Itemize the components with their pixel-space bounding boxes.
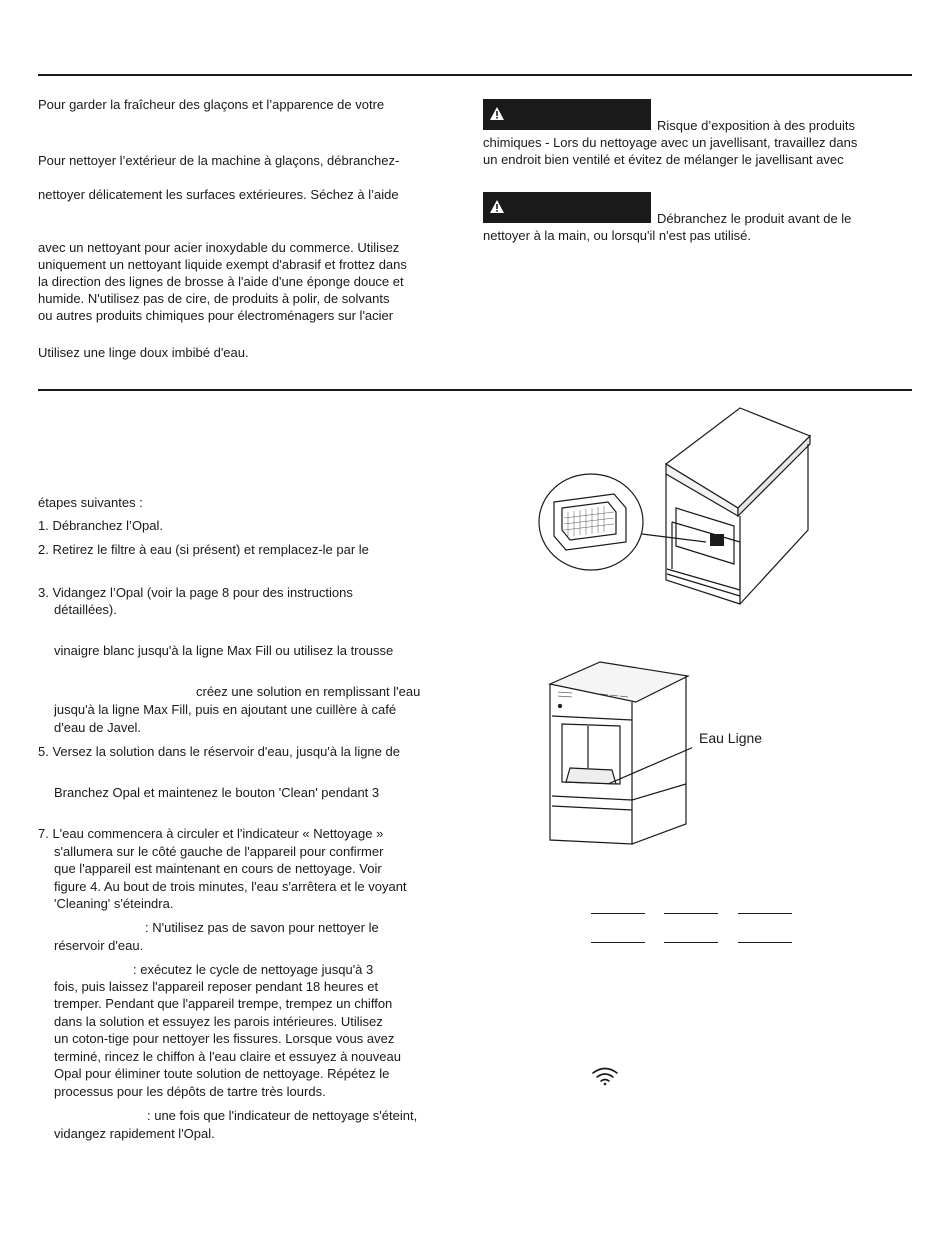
step-text-line: vinaigre blanc jusqu'à la ligne Max Fill ou utilisez la trousse — [54, 643, 394, 658]
exterior-text-line: nettoyer délicatement les surfaces extérieures. Séchez à l’aide — [38, 187, 399, 202]
step-text-line: 3. Vidangez l’Opal (voir la page 8 pour des instructions — [38, 585, 353, 600]
step-text-line: vidangez rapidement l'Opal. — [54, 1126, 215, 1141]
exterior-text-line: la direction des lignes de brosse à l'aide d'une éponge douce et — [38, 274, 404, 289]
top-rule — [38, 74, 912, 76]
exterior-text-line: Utilisez une linge doux imbibé d'eau. — [38, 345, 249, 360]
step-text-line: : exécutez le cycle de nettoyage jusqu'à 3 — [133, 962, 374, 977]
warning-text-line: nettoyer à la main, ou lorsqu'il n'est pas utilisé. — [483, 228, 751, 243]
filter-replacement-figure — [534, 404, 824, 608]
step-text-line: : N'utilisez pas de savon pour nettoyer le — [145, 920, 379, 935]
exterior-text-line: uniquement un nettoyant liquide exempt d'abrasif et frottez dans — [38, 257, 407, 272]
blank-line — [664, 942, 718, 943]
step-text-line: dans la solution et essuyez les parois intérieures. Utilisez — [54, 1014, 383, 1029]
step-text-line: 1. Débranchez l’Opal. — [38, 518, 164, 533]
warning-text-line: Risque d’exposition à des produits — [657, 118, 856, 133]
step-text-line: jusqu'à la ligne Max Fill, puis en ajoutant une cuillère à café — [54, 702, 397, 717]
step-text-line: 'Cleaning' s'éteindra. — [54, 896, 174, 911]
step-text-line: Opal pour éliminer toute solution de nettoyage. Répétez le — [54, 1066, 390, 1081]
blank-line — [664, 913, 718, 914]
blank-line — [738, 942, 792, 943]
step-text-line: détaillées). — [54, 602, 117, 617]
step-text-line: réservoir d'eau. — [54, 938, 144, 953]
exterior-text-line: ou autres produits chimiques pour électroménagers sur l'acier — [38, 308, 394, 323]
wifi-icon — [590, 1066, 620, 1086]
blank-line — [591, 913, 645, 914]
step-text-line: figure 4. Au bout de trois minutes, l'eau s'arrêtera et le voyant — [54, 879, 407, 894]
step-text-line: 7. L'eau commencera à circuler et l'indicateur « Nettoyage » — [38, 826, 384, 841]
warning-text-line: un endroit bien ventilé et évitez de mélanger le javellisant avec — [483, 152, 844, 167]
step-text-line: 2. Retirez le filtre à eau (si présent) et remplacez-le par le — [38, 542, 369, 557]
warning-text-line: Débranchez le produit avant de le — [657, 211, 852, 226]
warning-triangle-icon — [489, 106, 505, 121]
warning-text-line: chimiques - Lors du nettoyage avec un javellisant, travaillez dans — [483, 135, 858, 150]
step-text-line: 5. Versez la solution dans le réservoir d'eau, jusqu'à la ligne de — [38, 744, 400, 759]
step-text-line: fois, puis laissez l'appareil reposer pendant 18 heures et — [54, 979, 379, 994]
step-text-line: processus pour les dépôts de tartre très lourds. — [54, 1084, 326, 1099]
warning-triangle-icon — [489, 199, 505, 214]
water-line-label: Eau Ligne — [699, 730, 763, 746]
step-text-line: : une fois que l'indicateur de nettoyage s'éteint, — [147, 1108, 418, 1123]
exterior-text-line: Pour nettoyer l’extérieur de la machine à glaçons, débranchez- — [38, 153, 400, 168]
step-text-line: un coton-tige pour nettoyer les fissures. Lorsque vous avez — [54, 1031, 395, 1046]
step-text-line: étapes suivantes : — [38, 495, 143, 510]
blank-line — [738, 913, 792, 914]
step-text-line: créez une solution en remplissant l'eau — [196, 684, 421, 699]
step-text-line: Branchez Opal et maintenez le bouton 'Clean' pendant 3 — [54, 785, 380, 800]
exterior-text-line: avec un nettoyant pour acier inoxydable du commerce. Utilisez — [38, 240, 400, 255]
warning-label-box — [483, 99, 651, 130]
section-rule — [38, 389, 912, 391]
exterior-text-line: humide. N'utilisez pas de cire, de produits à polir, de solvants — [38, 291, 390, 306]
step-text-line: s'allumera sur le côté gauche de l'appareil pour confirmer — [54, 844, 384, 859]
water-line-figure — [548, 660, 692, 846]
step-text-line: d'eau de Javel. — [54, 720, 142, 735]
blank-line — [591, 942, 645, 943]
step-text-line: que l'appareil est maintenant en cours de nettoyage. Voir — [54, 861, 382, 876]
exterior-text-line: Pour garder la fraîcheur des glaçons et l’apparence de votre — [38, 97, 385, 112]
step-text-line: tremper. Pendant que l'appareil trempe, trempez un chiffon — [54, 996, 393, 1011]
warning-label-box — [483, 192, 651, 223]
step-text-line: terminé, rincez le chiffon à l'eau claire et essuyez à nouveau — [54, 1049, 401, 1064]
